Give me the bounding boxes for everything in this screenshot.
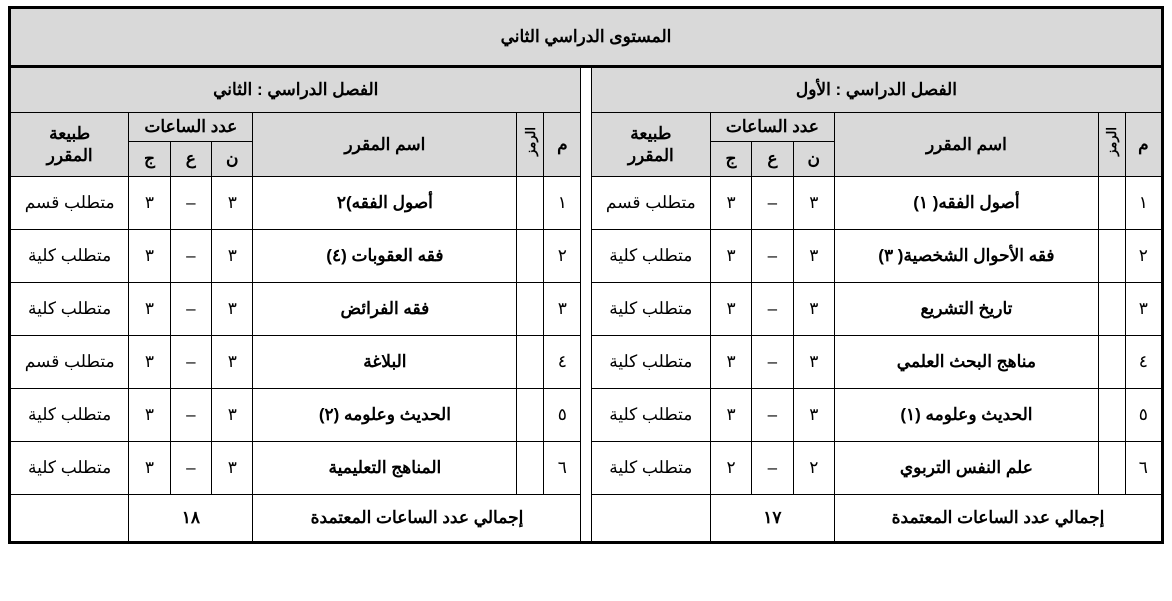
header-nature-line2-2: المقرر — [46, 145, 93, 165]
row-hours-practical: – — [170, 230, 211, 283]
row-hours-practical: – — [170, 336, 211, 389]
row-hours-total: ٣ — [129, 177, 170, 230]
row-num: ٣ — [544, 283, 581, 336]
row-course-name: البلاغة — [253, 336, 517, 389]
row-hours-total: ٣ — [710, 336, 751, 389]
header-num-second: م — [544, 113, 581, 177]
row-hours-total: ٣ — [710, 230, 751, 283]
row-hours-practical: – — [752, 389, 793, 442]
row-hours-practical: – — [752, 177, 793, 230]
row-code — [1098, 442, 1125, 495]
row-course-name: أصول الفقه( ١) — [834, 177, 1098, 230]
total-blank-second — [10, 495, 129, 543]
row-hours-theory: ٣ — [793, 230, 834, 283]
row-hours-theory: ٣ — [793, 336, 834, 389]
row-course-name: فقه الأحوال الشخصية( ٣) — [834, 230, 1098, 283]
row-code — [1098, 230, 1125, 283]
row-code — [517, 336, 544, 389]
row-hours-practical: – — [170, 389, 211, 442]
header-hours-group-first: عدد الساعات — [710, 113, 834, 142]
header-nature-line2: المقرر — [627, 145, 674, 165]
header-nature-line1: طبيعة — [630, 124, 672, 144]
row-hours-total: ٣ — [129, 283, 170, 336]
row-hours-total: ٣ — [129, 230, 170, 283]
header-hours-total-second: ج — [129, 142, 170, 177]
row-num: ١ — [544, 177, 581, 230]
row-code — [1098, 177, 1125, 230]
row-nature: متطلب كلية — [591, 389, 710, 442]
row-course-name: المناهج التعليمية — [253, 442, 517, 495]
row-num: ٤ — [1125, 336, 1162, 389]
row-hours-total: ٣ — [710, 389, 751, 442]
row-hours-total: ٣ — [129, 336, 170, 389]
row-nature: متطلب كلية — [591, 336, 710, 389]
row-code — [1098, 389, 1125, 442]
row-course-name: فقه العقوبات (٤) — [253, 230, 517, 283]
row-hours-practical: – — [752, 230, 793, 283]
row-hours-total: ٣ — [710, 177, 751, 230]
header-hours-theory-first: ن — [793, 142, 834, 177]
row-hours-practical: – — [752, 442, 793, 495]
header-nature-second — [10, 113, 129, 177]
row-hours-theory: ٣ — [212, 177, 253, 230]
row-hours-practical: – — [170, 177, 211, 230]
row-num: ٦ — [544, 442, 581, 495]
term-header-first: الفصل الدراسي : الأول — [591, 67, 1162, 113]
code-label-vertical: الرمز — [1104, 127, 1120, 157]
row-hours-theory: ٣ — [212, 230, 253, 283]
curriculum-table — [8, 6, 1164, 544]
row-num: ٢ — [544, 230, 581, 283]
row-course-name: فقه الفرائض — [253, 283, 517, 336]
row-hours-theory: ٣ — [212, 283, 253, 336]
row-hours-theory: ٣ — [793, 389, 834, 442]
row-course-name: تاريخ التشريع — [834, 283, 1098, 336]
column-divider — [581, 67, 591, 543]
row-nature: متطلب قسم — [591, 177, 710, 230]
term-header-second: الفصل الدراسي : الثاني — [10, 67, 581, 113]
header-hours-group-second: عدد الساعات — [129, 113, 253, 142]
title-row — [10, 8, 1163, 67]
row-num: ١ — [1125, 177, 1162, 230]
total-label-second: إجمالي عدد الساعات المعتمدة — [253, 495, 581, 543]
row-hours-total: ٣ — [129, 442, 170, 495]
row-hours-practical: – — [170, 442, 211, 495]
row-code — [517, 389, 544, 442]
row-code — [517, 230, 544, 283]
header-nature-line1-2: طبيعة — [49, 124, 91, 144]
row-num: ٥ — [544, 389, 581, 442]
row-hours-total: ٣ — [710, 283, 751, 336]
row-course-name: علم النفس التربوي — [834, 442, 1098, 495]
row-nature: متطلب كلية — [10, 442, 129, 495]
header-code-second — [517, 113, 544, 177]
row-code — [517, 177, 544, 230]
header-hours-practical-second: ع — [170, 142, 211, 177]
row-code — [517, 442, 544, 495]
header-hours-total-first: ج — [710, 142, 751, 177]
row-nature: متطلب كلية — [591, 230, 710, 283]
total-credits-first: ١٧ — [710, 495, 834, 543]
page-title: المستوى الدراسي الثاني — [10, 8, 1163, 67]
header-code-first — [1098, 113, 1125, 177]
row-course-name: مناهج البحث العلمي — [834, 336, 1098, 389]
row-code — [517, 283, 544, 336]
row-nature: متطلب كلية — [10, 389, 129, 442]
total-credits-second: ١٨ — [129, 495, 253, 543]
row-course-name: الحديث وعلومه (١) — [834, 389, 1098, 442]
row-code — [1098, 283, 1125, 336]
row-hours-practical: – — [752, 336, 793, 389]
row-num: ٤ — [544, 336, 581, 389]
row-hours-theory: ٣ — [212, 336, 253, 389]
row-num: ٢ — [1125, 230, 1162, 283]
row-course-name: أصول الفقه)٢ — [253, 177, 517, 230]
header-nature-first — [591, 113, 710, 177]
row-nature: متطلب كلية — [591, 283, 710, 336]
row-num: ٥ — [1125, 389, 1162, 442]
header-course-name-second: اسم المقرر — [253, 113, 517, 177]
code-label-vertical-2: الرمز — [522, 127, 538, 157]
term-header-row — [10, 67, 1163, 113]
row-num: ٦ — [1125, 442, 1162, 495]
row-code — [1098, 336, 1125, 389]
row-nature: متطلب قسم — [10, 336, 129, 389]
row-nature: متطلب كلية — [10, 283, 129, 336]
row-hours-theory: ٣ — [793, 283, 834, 336]
header-hours-theory-second: ن — [212, 142, 253, 177]
row-nature: متطلب قسم — [10, 177, 129, 230]
row-hours-practical: – — [170, 283, 211, 336]
total-blank-first — [591, 495, 710, 543]
header-num-first: م — [1125, 113, 1162, 177]
row-hours-practical: – — [752, 283, 793, 336]
row-hours-theory: ٢ — [793, 442, 834, 495]
row-nature: متطلب كلية — [10, 230, 129, 283]
row-hours-theory: ٣ — [793, 177, 834, 230]
row-hours-theory: ٣ — [212, 389, 253, 442]
row-num: ٣ — [1125, 283, 1162, 336]
header-hours-practical-first: ع — [752, 142, 793, 177]
row-hours-total: ٢ — [710, 442, 751, 495]
header-course-name-first: اسم المقرر — [834, 113, 1098, 177]
total-label-first: إجمالي عدد الساعات المعتمدة — [834, 495, 1162, 543]
row-hours-theory: ٣ — [212, 442, 253, 495]
row-course-name: الحديث وعلومه (٢) — [253, 389, 517, 442]
row-nature: متطلب كلية — [591, 442, 710, 495]
row-hours-total: ٣ — [129, 389, 170, 442]
